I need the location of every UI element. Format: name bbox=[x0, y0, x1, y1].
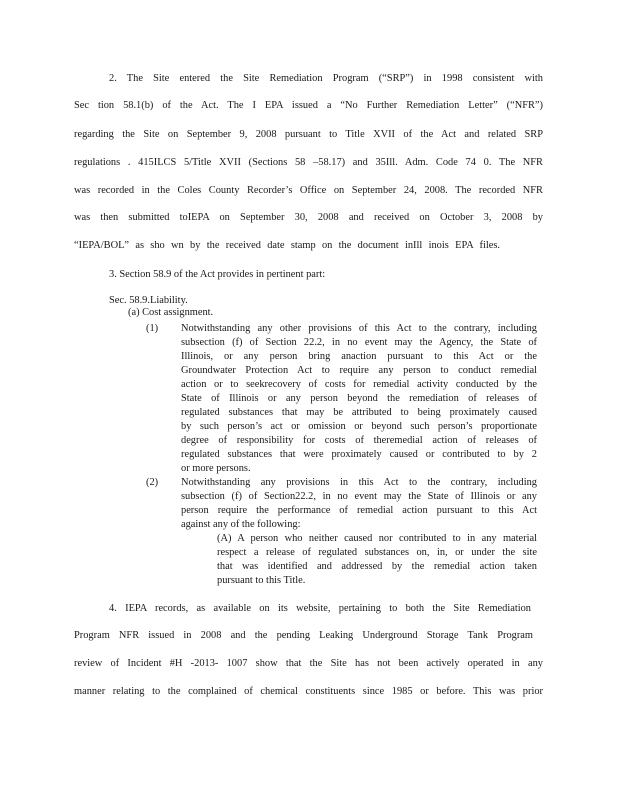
paragraph-3: 3. Section 58.9 of the Act provides in pertinent part: bbox=[109, 269, 326, 280]
item-2-line: Notwithstanding any provisions in this Act to the contrary, including bbox=[181, 477, 537, 488]
item-1-line: State of Illinois or any person beyond the remediation of releases of bbox=[181, 393, 537, 404]
item-1-line: degree of responsibility for costs of theremedial action of releases of bbox=[181, 435, 537, 446]
paragraph-4-line: 4. IEPA records, as available on its website, pertaining to both the Site Remediation bbox=[109, 603, 531, 614]
paragraph-2-line: was recorded in the Coles County Recorder’s Office on September 24, 2008. The recorded NFR bbox=[74, 185, 543, 196]
item-1-line: or more persons. bbox=[181, 463, 251, 474]
item-2-line: subsection (f) of Section22.2, in no event may the State of Illinois or any bbox=[181, 491, 537, 502]
paragraph-4-line: review of Incident #H -2013- 1007 show that the Site has not been actively operated in any bbox=[74, 658, 543, 669]
subsection-a-heading: (a) Cost assignment. bbox=[128, 307, 214, 318]
paragraph-2-line: was then submitted toIEPA on September 30, 2008 and received on October 3, 2008 by bbox=[74, 212, 543, 223]
item-1-number: (1) bbox=[146, 323, 159, 334]
item-1-line: Illinois, or any person bring anaction pursuant to this Act or the bbox=[181, 351, 537, 362]
sub-a-line: pursuant to this Title. bbox=[217, 575, 306, 586]
paragraph-4-line: manner relating to the complained of chemical constituents since 1985 or before. This was prior bbox=[74, 686, 543, 697]
sub-a-line: (A) A person who neither caused nor contributed to in any material bbox=[217, 533, 537, 544]
paragraph-2-line: regulations . 415ILCS 5/Title XVII (Sections 58 –58.17) and 35Ill. Adm. Code 74 0. The NFR bbox=[74, 157, 543, 168]
item-2-line: person require the performance of remedial action pursuant to this Act bbox=[181, 505, 537, 516]
section-heading: Sec. 58.9.Liability. bbox=[109, 295, 188, 306]
item-1-line: regulated substances that were proximately caused or contributed to by 2 bbox=[181, 449, 537, 460]
item-1-line: by such person’s act or omission or beyond such person’s proportionate bbox=[181, 421, 537, 432]
paragraph-2-line: Sec tion 58.1(b) of the Act. The I EPA issued a “No Further Remediation Letter” (“NFR”) bbox=[74, 100, 543, 111]
paragraph-2-line: 2. The Site entered the Site Remediation Program (“SRP”) in 1998 consistent with bbox=[109, 73, 543, 84]
item-1-line: Groundwater Protection Act to require any person to conduct remedial bbox=[181, 365, 537, 376]
paragraph-2-line: regarding the Site on September 9, 2008 pursuant to Title XVII of the Act and related SRP bbox=[74, 129, 543, 140]
item-1-line: Notwithstanding any other provisions of this Act to the contrary, including bbox=[181, 323, 537, 334]
paragraph-4-line: Program NFR issued in 2008 and the pending Leaking Underground Storage Tank Program bbox=[74, 630, 533, 641]
item-2-number: (2) bbox=[146, 477, 159, 488]
sub-a-line: that was identified and addressed by the remedial action taken bbox=[217, 561, 537, 572]
item-1-line: subsection (f) of Section 22.2, in no event may the Agency, the State of bbox=[181, 337, 537, 348]
item-1-line: regulated substances that may be attributed to being proximately caused bbox=[181, 407, 537, 418]
sub-a-line: respect a release of regulated substances on, in, or under the site bbox=[217, 547, 537, 558]
item-1-line: action or to seekrecovery of costs for remedial activity conducted by the bbox=[181, 379, 537, 390]
item-2-line: against any of the following: bbox=[181, 519, 301, 530]
paragraph-2-line: “IEPA/BOL” as sho wn by the received date stamp on the document inIll inois EPA files. bbox=[74, 240, 500, 251]
